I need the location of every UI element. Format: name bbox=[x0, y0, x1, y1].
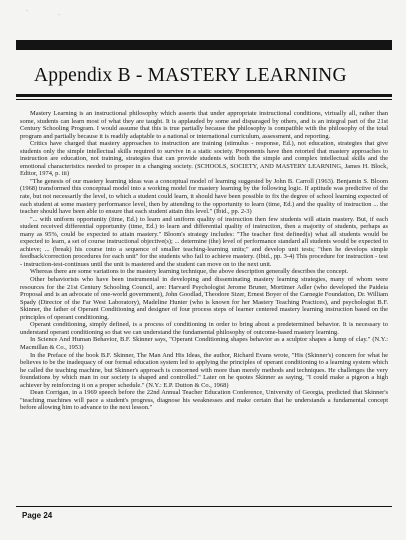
paragraph: In the Preface of the book B.F. Skinner, The Man And His Ideas, the author, Richard Evans wrote, "His (Skinner's) concern for what he believes to be the inadequacy of our formal education system led to applying the principles of operant conditioning to a learning system which he called the teaching machine, but Skinner's approach is concerned with more than merely methods and techniques. He challenges the very foundations by which man in our society is shaped and controlled." Later on he quotes Skinner as saying, "I could make a pigeon a high achiever by reinforcing it on a proper schedule." (N.Y.: E.P. Dutton & Co., 1968) bbox=[20, 351, 388, 389]
paragraph: Operant conditioning, simply defined, is a process of conditioning in order to bring about a predetermined behavior. It is necessary to understand operant conditioning so that we can understand the fundamental philosophy of outcome-based mastery learning. bbox=[20, 321, 388, 336]
header-bar bbox=[16, 40, 392, 50]
paragraph: "... with uniform opportunity (time, Ed.) to learn and uniform quality of instruction then few students will attain mastery. But, if each student received differential opportunity (time, Ed.) to learn and differential quality of instruction, then a majority of students, perhaps as many as 95%, could be expected to attain mastery." Bloom's strategy includes: "The teacher first defined(s) what all students would be expected to learn, a set of course instructional objective(s); ... determine (the) level of performance standard all students would be expected to achieve; ... (break) his course into a sequence of smaller teaching-learning units;" and develop unit tests; "then he develops simple feedback/correction procedures for each unit" for the students who fail to achieve mastery. (Ibid., pp. 3-4) This procedure for instruction - test - instruction-test-continues until the unit is mastered and the student can move on to the next unit. bbox=[20, 215, 388, 268]
paragraph: Dean Corrigan, in a 1969 speech before the 22nd Annual Teacher Education Conference, University of Georgia, predicted that Skinner's "teaching machines will pace a student's progress, diagnose his weaknesses and make certain that he understands a fundamental concept before allowing him to advance to the next lesson." bbox=[20, 389, 388, 412]
body-text bbox=[20, 110, 388, 412]
paragraph: In Science And Human Behavior, B.F. Skinner says, "Operant Conditioning shapes behavior as a sculptor shapes a lump of clay." (N.Y.: Macmillan & Co., 1953) bbox=[20, 336, 388, 351]
footer-rule bbox=[16, 506, 392, 507]
paragraph: "The genesis of our mastery learning ideas was a conceptual model of learning suggested by John B. Carroll (1963). Benjamin S. Bloom (1968) transformed this conceptual model into a working model for mastery learning by the following logic. If aptitude was predictive of the rate, but not necessarily the level, to which a student could learn, it should have been possible to fix the degree of school learning expected of each student at some mastery performance level, then by attending to the opportunity to learn (time, Ed.) and the quality of instruction ... the teacher should have been able to ensure that each student attain this level." (Ibid., pp. 2-3) bbox=[20, 177, 388, 216]
title-rule-thick bbox=[16, 94, 392, 97]
title-rule-thin bbox=[16, 99, 392, 100]
paragraph: Critics have charged that mastery approaches to instruction are training (stimulus - response, Ed.), not education, strategies that give students only the simple intellectual skills required to survive in a static society. Proponents have then retorted that mastery approaches to instruction are education, not training, strategies that can provide students with both the simple and complex intellectual skills and the emotional characteristics needed to prosper in a changing society. (SCHOOLS, SOCIETY, AND MASTERY LEARNING, James H. Block, Editor, 1974, p. iii) bbox=[20, 140, 388, 178]
page-number: Page 24 bbox=[22, 511, 53, 520]
scan-mark: · bbox=[26, 8, 28, 14]
page-title: Appendix B - MASTERY LEARNING bbox=[34, 65, 347, 86]
paragraph: Whereas there are some variations to the mastery learning technique, the above description generally describes the concept. bbox=[30, 268, 349, 276]
scan-mark: · bbox=[58, 12, 60, 18]
paragraph: Mastery Learning is an instructional philosophy which asserts that under appropriate instructional conditions, virtually all, rather than some, students can learn most of what they are taught. It is applauded by some and disparaged by others, and is an integral part of the 21st Century Schooling Program. I would assume that this is true partially because the philosophy is compatible with the philosophy of the total program and partially because it is readily adaptable to a national or international curriculum, assessment, and reporting. bbox=[20, 110, 388, 140]
paragraph: Other behaviorists who have been instrumental in developing and disseminating mastery learning strategies, many of whom were resources for the 21st Century Schooling Council, are: Harvard Psychologist Jerome Bruner, Mortimer Adler (who developed the Paideia Proposal and is an advocate of one-world government), John Goodlad, Theodore Sizer, Ernest Boyer of the Carnegie Foundation, Dr. William Spady (Director of the Far West Laboratory), Madeline Hunter (who is known for her Mastery Teaching Practices), and psychologist B.F. Skinner, the father of Operant Conditioning and designer of four process steps of learner centered mastery learning instruction based on the principles of operant conditioning. bbox=[20, 276, 388, 321]
